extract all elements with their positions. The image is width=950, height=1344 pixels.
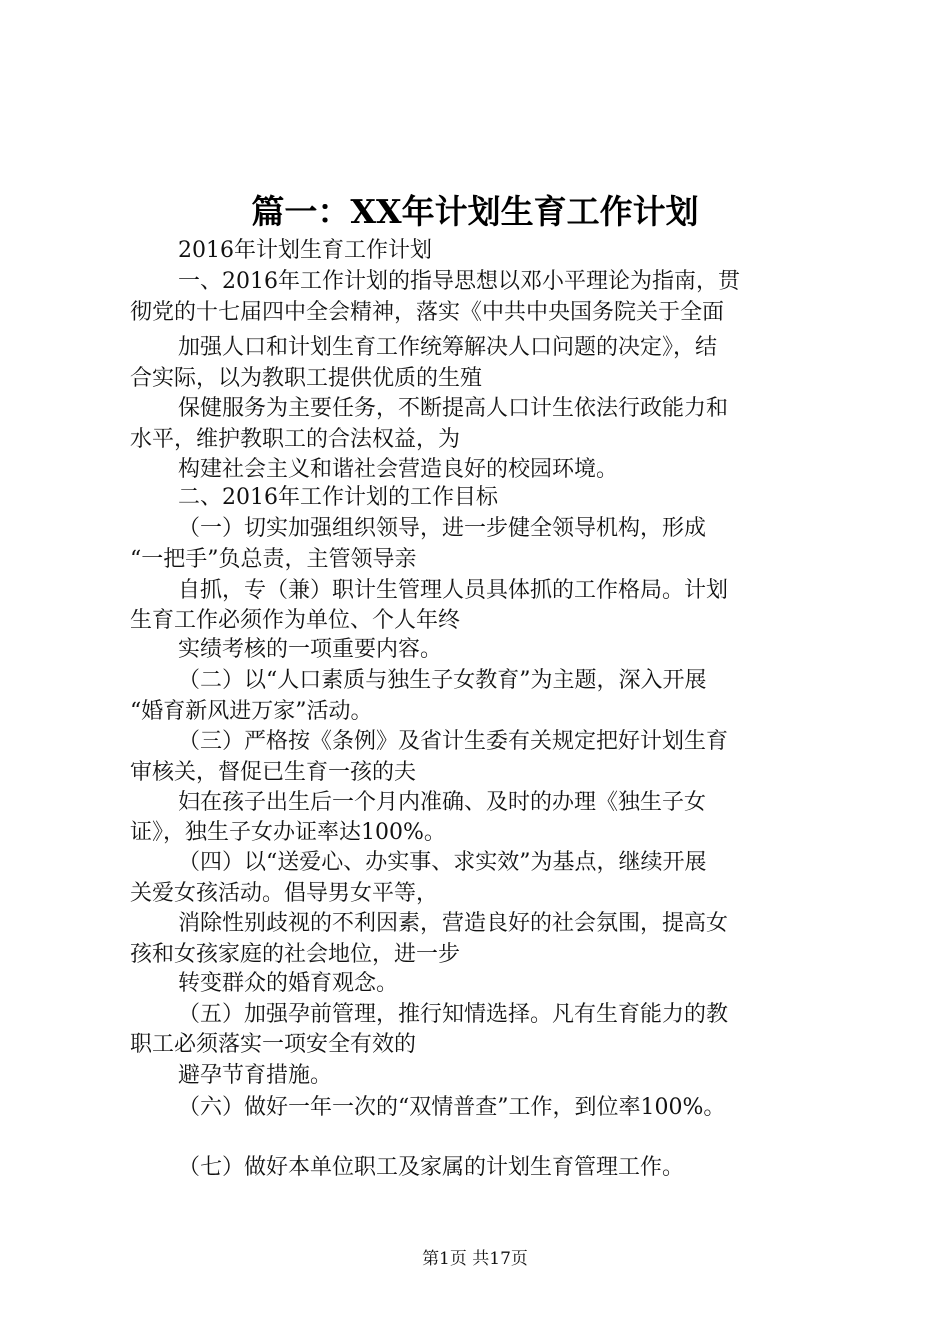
paragraph-line: 避孕节育措施。 — [178, 1063, 333, 1088]
paragraph-line: （七）做好本单位职工及家属的计划生育管理工作。 — [178, 1155, 685, 1180]
paragraph-line: 妇在孩子出生后一个月内准确、及时的办理《独生子女 — [178, 790, 707, 815]
paragraph-line: 消除性别歧视的不利因素，营造良好的社会氛围，提高女 — [178, 911, 729, 936]
paragraph-line: 二、2016年工作计划的工作目标 — [178, 485, 498, 510]
paragraph-line: （五）加强孕前管理，推行知情选择。凡有生育能力的教 — [178, 1002, 729, 1027]
paragraph-line: （一）切实加强组织领导，进一步健全领导机构，形成 — [178, 516, 707, 541]
paragraph-line: 彻党的十七届四中全会精神，落实《中共中央国务院关于全面 — [130, 300, 725, 325]
paragraph-line: 关爱女孩活动。倡导男女平等， — [130, 881, 439, 906]
paragraph-line: （四）以“送爱心、办实事、求实效”为基点，继续开展 — [178, 850, 707, 875]
paragraph-line: 孩和女孩家庭的社会地位，进一步 — [130, 942, 461, 967]
paragraph-line: “婚育新风进万家”活动。 — [130, 699, 373, 724]
paragraph-line: （六）做好一年一次的“双情普查”工作，到位率100%。 — [178, 1095, 726, 1120]
document-title: 篇一：XX年计划生育工作计划 — [251, 192, 699, 231]
paragraph-line: 一、2016年工作计划的指导思想以邓小平理论为指南，贯 — [178, 269, 740, 294]
paragraph-line: 加强人口和计划生育工作统筹解决人口问题的决定》，结 — [178, 335, 718, 360]
paragraph-line: 转变群众的婚育观念。 — [178, 971, 399, 996]
paragraph-line: 生育工作必须作为单位、个人年终 — [130, 608, 461, 633]
paragraph-line: 自抓，专（兼）职计生管理人员具体抓的工作格局。计划 — [178, 578, 729, 603]
paragraph-line: 实绩考核的一项重要内容。 — [178, 637, 443, 662]
paragraph-line: 2016年计划生育工作计划 — [178, 238, 432, 263]
paragraph-line: 证》，独生子女办证率达100%。 — [130, 820, 446, 845]
paragraph-line: 合实际，以为教职工提供优质的生殖 — [130, 366, 483, 391]
paragraph-line: 保健服务为主要任务，不断提高人口计生依法行政能力和 — [178, 396, 729, 421]
paragraph-line: 水平，维护教职工的合法权益，为 — [130, 427, 461, 452]
paragraph-line: “一把手”负总责，主管领导亲 — [130, 547, 417, 572]
paragraph-line: 审核关，督促已生育一孩的夫 — [130, 760, 417, 785]
paragraph-line: 构建社会主义和谐社会营造良好的校园环境。 — [178, 457, 619, 482]
paragraph-line: （三）严格按《条例》及省计生委有关规定把好计划生育 — [178, 729, 729, 754]
page-number-footer: 第1页 共17页 — [422, 1249, 528, 1269]
paragraph-line: （二）以“人口素质与独生子女教育”为主题，深入开展 — [178, 668, 707, 693]
paragraph-line: 职工必须落实一项安全有效的 — [130, 1032, 417, 1057]
